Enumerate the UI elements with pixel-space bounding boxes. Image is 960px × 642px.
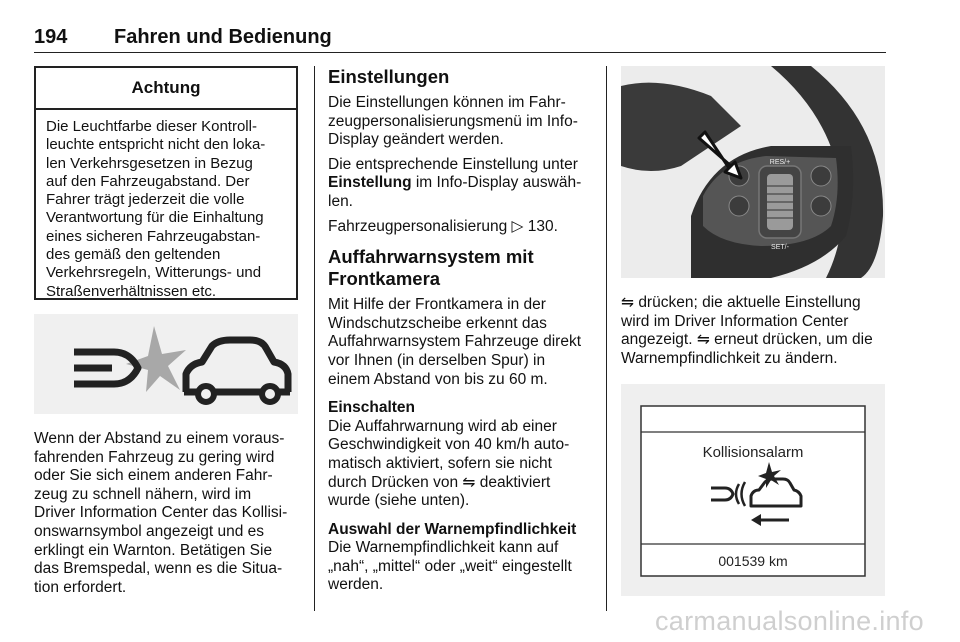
text-line: len. — [328, 192, 353, 210]
text-line: ⇋ drücken; die aktuelle Einstellung — [621, 294, 861, 311]
page-header — [34, 26, 886, 53]
text-line: „nah“, „mittel“ oder „weit“ eingestellt — [328, 557, 572, 575]
text-line: tion erfordert. — [34, 578, 127, 596]
warning-line: Die Leuchtfarbe dieser Kontroll- — [46, 118, 257, 135]
warning-box — [34, 66, 298, 300]
column-1 — [34, 66, 298, 597]
warning-line: Verkehrsregeln, Witterungs- und — [46, 264, 262, 282]
text-line: vor Ihnen (in derselben Spur) in — [328, 351, 546, 369]
instruction-paragraph — [621, 294, 885, 368]
text-line: Mit Hilfe der Frontkamera in der — [328, 296, 546, 314]
column-divider — [314, 66, 315, 611]
text-line: fahrenden Fahrzeug zu gering wird — [34, 448, 275, 466]
collision-paragraph — [34, 430, 298, 597]
cross-reference: Fahrzeugpersonalisierung ▷ 130. — [328, 217, 558, 235]
text-line: oder Sie sich einem anderen Fahr- — [34, 467, 273, 485]
text-line: angezeigt. ⇋ erneut drücken, um die — [621, 331, 873, 349]
steering-wheel-figure — [621, 66, 885, 278]
driver-information-display — [621, 384, 885, 596]
collision-symbol-figure — [34, 314, 298, 414]
distance-button-icon: ⇋ — [696, 331, 710, 349]
warning-line: leuchte entspricht nicht den loka- — [46, 136, 266, 154]
heading-auffahrwarnsystem: Auffahrwarnsystem mit — [328, 246, 534, 268]
text-line: Warnempfindlichkeit zu ändern. — [621, 349, 838, 367]
warning-line: auf den Fahrzeugabstand. Der — [46, 172, 250, 190]
steering-wheel-illustration — [621, 66, 885, 278]
text-line: onswarnsymbol angezeigt und es — [34, 522, 265, 540]
text-line: werden. — [328, 576, 384, 594]
text-line: Wenn der Abstand zu einem voraus- — [34, 430, 285, 447]
text-line: erklingt ein Warnton. Betätigen Sie — [34, 541, 273, 559]
page-title: Fahren und Bedienung — [114, 26, 332, 48]
text-line: Windschutzscheibe erkennt das — [328, 314, 547, 332]
warning-line: Fahrer trägt jederzeit die volle — [46, 191, 245, 209]
warning-line: len Verkehrsgesetzen in Bezug — [46, 154, 253, 172]
column-divider — [606, 66, 607, 611]
text-line: zeugpersonalisierungsmenü im Info- — [328, 112, 578, 130]
text-line: durch Drücken von ⇋ deaktiviert — [328, 473, 551, 491]
text-line: zeug zu schnell nähern, wird im — [34, 485, 252, 503]
collision-warning-icon — [34, 314, 298, 414]
text-line: Die Warnempfindlichkeit kann auf — [328, 539, 559, 557]
text-line: Die Einstellungen können im Fahr- — [328, 94, 566, 111]
heading-auffahrwarnsystem-2: Frontkamera — [328, 268, 441, 290]
distance-button-icon: ⇋ — [621, 294, 634, 311]
text-line: das Bremspedal, wenn es die Situa- — [34, 560, 283, 578]
bold-term: Einstellung — [328, 174, 412, 192]
text-line: Display geändert werden. — [328, 131, 504, 149]
heading-einschalten: Einschalten — [328, 399, 415, 417]
distance-button-icon: ⇋ — [462, 473, 476, 491]
watermark: carmanualsonline.info — [655, 606, 924, 636]
text-line: Die Auffahrwarnung wird ab einer — [328, 417, 557, 435]
text-line: Die entsprechende Einstellung unter — [328, 155, 578, 173]
text-line: wurde (siehe unten). — [328, 492, 470, 510]
text-line: matisch aktiviert, sofern sie nicht — [328, 454, 552, 472]
text-line: Driver Information Center das Kollisi- — [34, 504, 288, 522]
column-3 — [621, 66, 885, 596]
page-number: 194 — [34, 26, 68, 48]
text-line: einem Abstand von bis zu 60 m. — [328, 370, 548, 388]
res-label: RES/+ — [769, 159, 791, 166]
set-label: SET/- — [771, 244, 789, 251]
warning-line: Verantwortung für die Einhaltung — [46, 209, 264, 227]
text-line: Geschwindigkeit von 40 km/h auto- — [328, 436, 570, 454]
column-2 — [328, 66, 594, 595]
warning-line: des gemäß den geltenden — [46, 246, 221, 264]
warning-text — [36, 110, 296, 301]
text-line: Auffahrwarnsystem Fahrzeuge direkt — [328, 333, 581, 351]
heading-einstellungen: Einstellungen — [328, 66, 450, 87]
warning-line: eines sicheren Fahrzeugabstan- — [46, 227, 261, 245]
odometer-readout: 001539 km — [718, 553, 788, 570]
display-figure — [621, 384, 885, 596]
text-line: wird im Driver Information Center — [621, 312, 849, 330]
reference-arrow-icon: ▷ — [511, 217, 524, 235]
warning-line: Straßenverhältnissen etc. — [46, 282, 217, 300]
display-title: Kollisionsalarm — [702, 444, 804, 462]
warning-title: Achtung — [36, 68, 296, 110]
text-line: Einstellung im Info-Display auswäh- — [328, 174, 582, 192]
heading-warnempfindlichkeit: Auswahl der Warnempfindlichkeit — [328, 520, 577, 538]
